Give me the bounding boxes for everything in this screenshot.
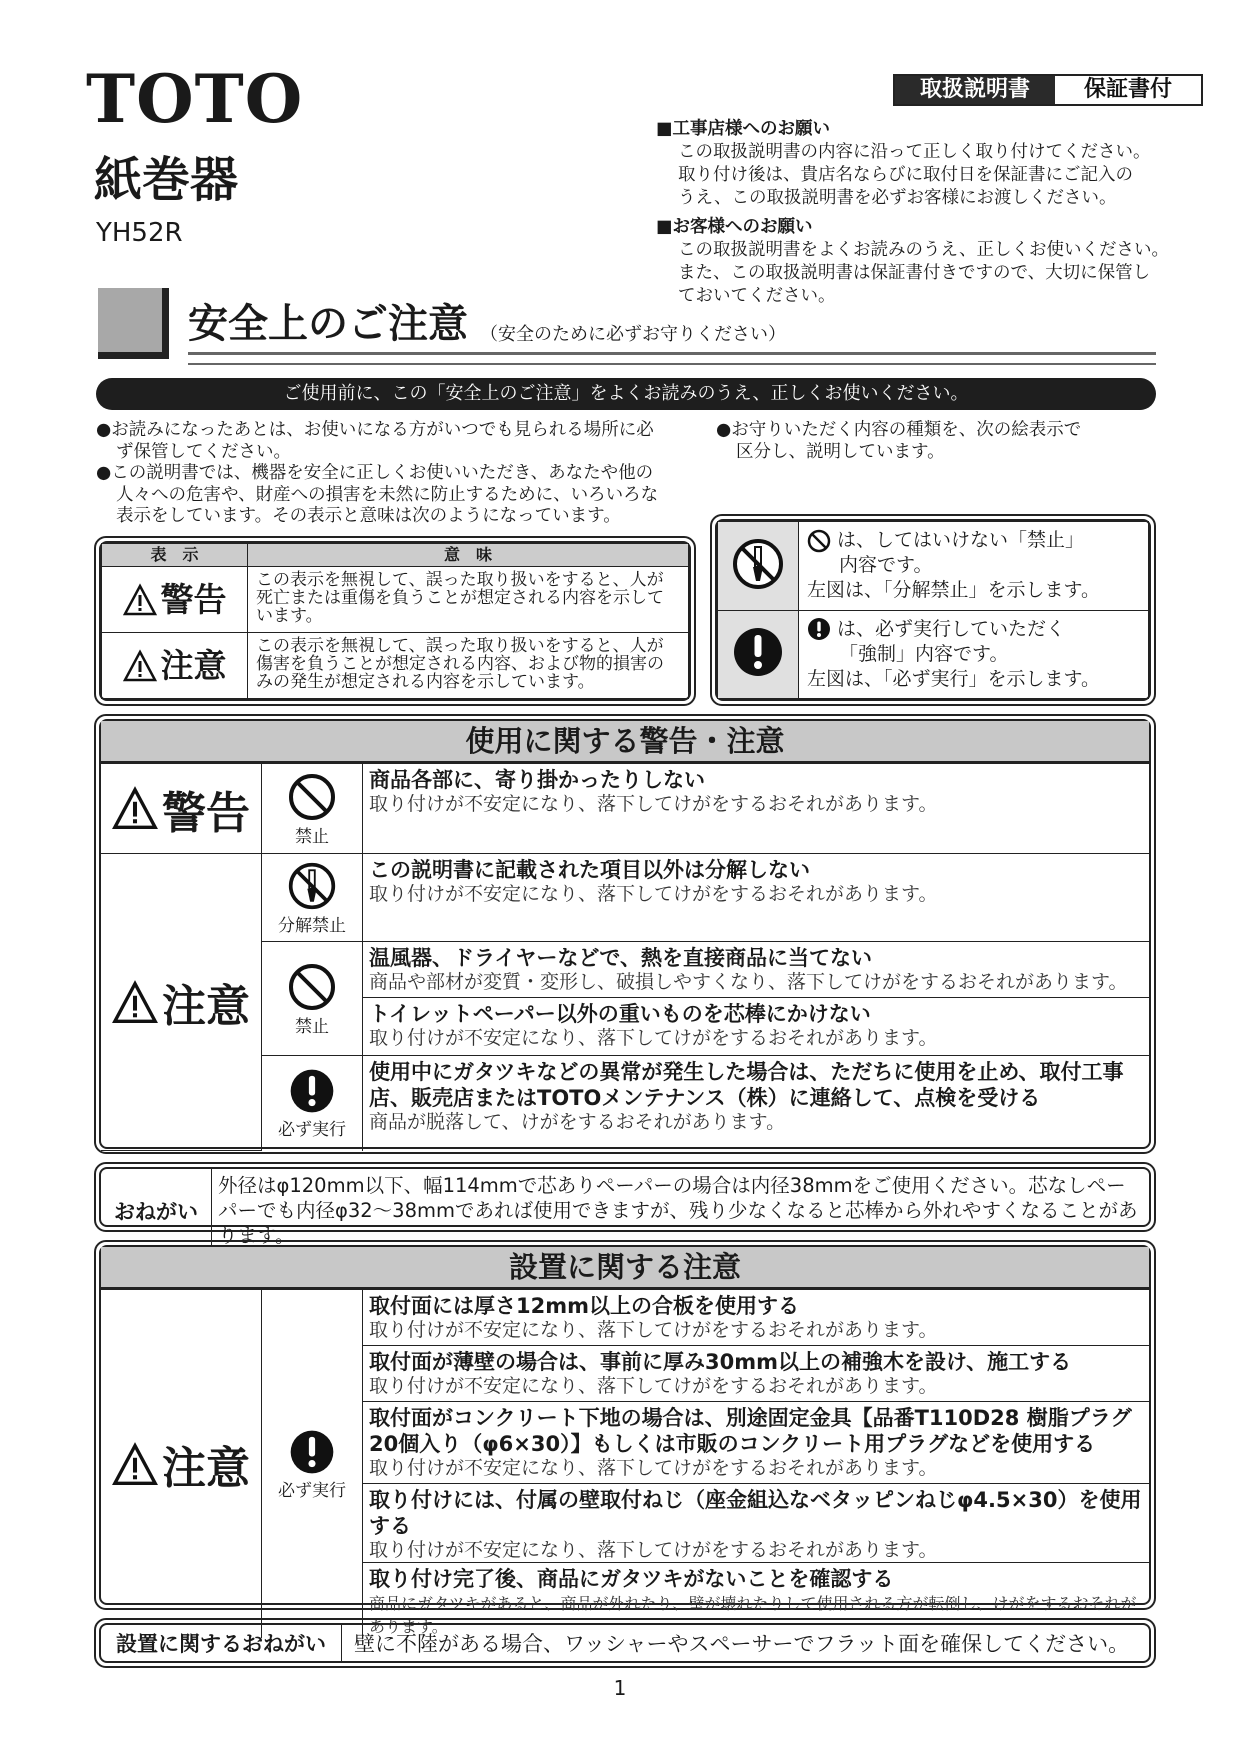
- customer-line: この取扱説明書をよくお読みのうえ、正しくお使いください。: [678, 240, 1170, 260]
- usage-item-desc: 商品や部材が変質・変形し、破損しやすくなり、落下してけがをするおそれがあります。: [369, 971, 1128, 993]
- caution-meaning: この表示を無視して、誤った取り扱いをすると、人が傷害を負うことが想定される内容、および物的損害のみの発生が想定される内容を示しています。: [248, 633, 689, 699]
- prohibit-label: 禁止: [295, 1016, 329, 1037]
- safety-title: 安全上のご注意: [188, 301, 468, 347]
- usage-item-title: 商品各部に、寄り掛かったりしない: [369, 768, 705, 792]
- install-item: [363, 1290, 1150, 1346]
- safety-banner: ご使用前に、この「安全上のご注意」をよくお読みのうえ、正しくお使いください。: [96, 378, 1156, 410]
- intro-right: [716, 420, 1156, 463]
- model-number: YH52R: [96, 218, 183, 248]
- symbols-box: [710, 514, 1156, 706]
- prohibit-line: 左図は、「分解禁止」を示します。: [807, 579, 1100, 601]
- prohibit-small-icon: [807, 529, 831, 553]
- disassembly-label: 分解禁止: [278, 915, 346, 936]
- install-item-desc: 取り付けが不安定になり、落下してけがをするおそれがあります。: [369, 1319, 938, 1341]
- customer-line: ておいてください。: [678, 286, 836, 306]
- prohibit-icon: [287, 962, 337, 1012]
- usage-item-title: この説明書に記載された項目以外は分解しない: [369, 858, 810, 882]
- mandatory-icon-cell: [262, 1056, 363, 1151]
- mandatory-icon: [288, 1428, 336, 1476]
- customer-title: ■お客様へのお願い: [656, 217, 813, 237]
- mandatory-label: 必ず実行: [278, 1120, 346, 1141]
- warning-signal: [102, 567, 247, 632]
- intro-line: 表示をしています。その表示と意味は次のようになっています。: [116, 506, 621, 526]
- prohibit-icon: [287, 772, 337, 822]
- contractor-line: 取り付け後は、貴店名ならびに取付日を保証書にご記入の: [678, 165, 1133, 185]
- mandatory-icon-cell: [262, 1290, 363, 1639]
- caution-triangle-icon: [112, 1443, 158, 1486]
- usage-box: [94, 714, 1156, 1154]
- install-item-desc: 商品にガタツキがあると、商品が外れたり、壁が壊れたりして使用される方が転倒し、けがをするおそれがあります。: [369, 1594, 1137, 1636]
- prohibit-line: は、してはいけない「禁止」: [837, 529, 1085, 551]
- intro-line: 人々への危害や、財産への損害を未然に防止するために、いろいろな: [116, 484, 659, 505]
- legend-warning-cell: [102, 567, 248, 633]
- warning-triangle-icon: [123, 584, 157, 616]
- install-item: [363, 1346, 1150, 1402]
- install-onegai-text: 壁に不陸がある場合、ワッシャーやスペーサーでフラット面を確保してください。: [354, 1632, 1130, 1656]
- caution-label: 注意: [162, 1443, 250, 1494]
- contractor-title: ■工事店様へのお願い: [656, 119, 831, 139]
- disassembly-icon-cell: [718, 522, 799, 611]
- requests-block: [656, 118, 1216, 308]
- caution-triangle-icon: [123, 650, 157, 682]
- no-disassembly-icon: [731, 537, 785, 591]
- mandatory-line: 「強制」内容です。: [839, 642, 1009, 665]
- install-table: [101, 1289, 1149, 1638]
- usage-caution-cell: [101, 854, 262, 1151]
- mandatory-icon: [288, 1067, 336, 1115]
- intro-line: ●お読みになったあとは、お使いになる方がいつでも見られる場所に必: [96, 420, 654, 440]
- install-item: [363, 1484, 1150, 1563]
- install-item-desc: 取り付けが不安定になり、落下してけがをするおそれがあります。: [369, 1457, 938, 1479]
- install-box: [94, 1240, 1156, 1636]
- warning-meaning: この表示を無視して、誤った取り扱いをすると、人が死亡または重傷を負うことが想定される内容を示しています。: [248, 567, 689, 633]
- legend-box: [94, 536, 696, 706]
- usage-item: [363, 1056, 1150, 1151]
- install-item-desc: 取り付けが不安定になり、落下してけがをするおそれがあります。: [369, 1375, 938, 1397]
- install-item-title: 取付面には厚さ12mm以上の合板を使用する: [369, 1294, 799, 1318]
- mandatory-icon-cell: [718, 610, 799, 699]
- install-item: [363, 1402, 1150, 1484]
- no-disassembly-icon: [287, 861, 337, 911]
- prohibit-icon-cell: [262, 764, 363, 854]
- prohibit-line: 内容です。: [839, 554, 933, 576]
- tag-manual: 取扱説明書: [895, 76, 1055, 104]
- customer-line: また、この取扱説明書は保証書付きですので、大切に保管し: [678, 263, 1151, 283]
- mandatory-label: 必ず実行: [278, 1481, 346, 1501]
- legend-col-meaning: 意 味: [248, 544, 689, 567]
- safety-subtitle: （安全のために必ずお守りください）: [480, 324, 786, 345]
- contractor-line: この取扱説明書の内容に沿って正しく取り付けてください。: [678, 142, 1151, 162]
- section-rule: [188, 352, 1156, 365]
- intro-line: ●お守りいただく内容の種類を、次の絵表示で: [716, 420, 1082, 440]
- install-onegai-label: 設置に関するおねがい: [101, 1625, 342, 1661]
- usage-item-title: トイレットペーパー以外の重いものを芯棒にかけない: [369, 1002, 871, 1026]
- caution-triangle-icon: [112, 981, 158, 1024]
- usage-item: [363, 764, 1150, 854]
- caution-signal: [101, 1290, 261, 1638]
- install-item-title: 取付面が薄壁の場合は、事前に厚み30mm以上の補強木を設け、施工する: [369, 1350, 1072, 1374]
- legend-col-display: 表 示: [102, 544, 248, 567]
- usage-item-title: 温風器、ドライヤーなどで、熱を直接商品に当てない: [369, 946, 872, 970]
- install-caution-cell: [101, 1290, 262, 1639]
- warning-label: 警告: [162, 787, 250, 839]
- contractor-line: うえ、この取扱説明書を必ずお客様にお渡しください。: [678, 188, 1117, 208]
- disassembly-icon-cell: [262, 854, 363, 942]
- usage-item: [363, 998, 1150, 1056]
- mandatory-line: は、必ず実行していただく: [837, 617, 1066, 640]
- onegai-box: [94, 1162, 1156, 1247]
- tag-warranty: 保証書付: [1083, 77, 1172, 102]
- warning-signal: [101, 764, 261, 853]
- mandatory-explanation: [799, 610, 1149, 699]
- usage-item-desc: 商品が脱落して、けがをするおそれがあります。: [369, 1111, 786, 1133]
- warning-label: 警告: [160, 579, 227, 619]
- usage-item: [363, 854, 1150, 942]
- mandatory-icon: [731, 625, 785, 679]
- prohibit-label: 禁止: [295, 826, 329, 847]
- symbols-table: [717, 521, 1149, 699]
- intro-left: [96, 420, 696, 528]
- install-item-title: 取付面がコンクリート下地の場合は、別途固定金具【品番T110D28 樹脂プラグ20個入り（φ6×30）】もしくは市販のコンクリート用プラグなどを使用する: [369, 1406, 1132, 1456]
- prohibit-explanation: [799, 522, 1149, 611]
- onegai-label: おねがい: [101, 1169, 212, 1252]
- page-number: 1: [613, 1676, 627, 1700]
- caution-signal: [102, 633, 247, 698]
- usage-warning-cell: [101, 764, 262, 854]
- install-item-title: 取り付け完了後、商品にガタツキがないことを確認する: [369, 1567, 894, 1591]
- caution-signal: [101, 854, 261, 1150]
- install-onegai-box: [94, 1618, 1156, 1668]
- usage-item: [363, 942, 1150, 998]
- usage-item-desc: 取り付けが不安定になり、落下してけがをするおそれがあります。: [369, 883, 938, 905]
- install-item-desc: 取り付けが不安定になり、落下してけがをするおそれがあります。: [369, 1539, 938, 1561]
- usage-table: [101, 763, 1149, 1151]
- legend-caution-cell: [102, 633, 248, 699]
- intro-line: ず保管してください。: [116, 441, 291, 462]
- doc-type-tag: [893, 74, 1203, 106]
- legend-table: [101, 543, 689, 699]
- caution-label: 注意: [162, 981, 250, 1032]
- install-onegai-table: [101, 1625, 1149, 1661]
- caution-label: 注意: [160, 645, 227, 685]
- mandatory-line: 左図は、「必ず実行」を示します。: [807, 667, 1100, 690]
- section-marker: [98, 288, 169, 359]
- toto-logo: TOTO: [86, 60, 304, 138]
- usage-item-desc: 取り付けが不安定になり、落下してけがをするおそれがあります。: [369, 793, 938, 815]
- usage-item-title: 使用中にガタツキなどの異常が発生した場合は、ただちに使用を止め、取付工事店、販売店またはTOTOメンテナンス（株）に連絡して、点検を受ける: [369, 1060, 1124, 1110]
- usage-item-desc: 取り付けが不安定になり、落下してけがをするおそれがあります。: [369, 1027, 938, 1049]
- product-name: 紙巻器: [94, 152, 239, 208]
- intro-line: ●この説明書では、機器を安全に正しくお使いいただき、あなたや他の: [96, 463, 654, 483]
- mandatory-small-icon: [807, 617, 831, 641]
- intro-line: 区分し、説明しています。: [736, 441, 945, 462]
- install-item-title: 取り付けには、付属の壁取付ねじ（座金組込なベタッピンねじφ4.5×30）を使用する: [369, 1488, 1142, 1538]
- prohibit-icon-cell: [262, 942, 363, 1056]
- install-title: 設置に関する注意: [101, 1247, 1149, 1289]
- usage-title: 使用に関する警告・注意: [101, 721, 1149, 763]
- onegai-text: 外径はφ120mm以下、幅114mmで芯ありペーパーの場合は内径38mmをご使用ください。芯なしペーパーでも内径φ32～38mmであれば使用できますが、残り少なくなると芯棒から外れやすくなることがあります。: [218, 1174, 1138, 1247]
- warning-triangle-icon: [112, 787, 158, 830]
